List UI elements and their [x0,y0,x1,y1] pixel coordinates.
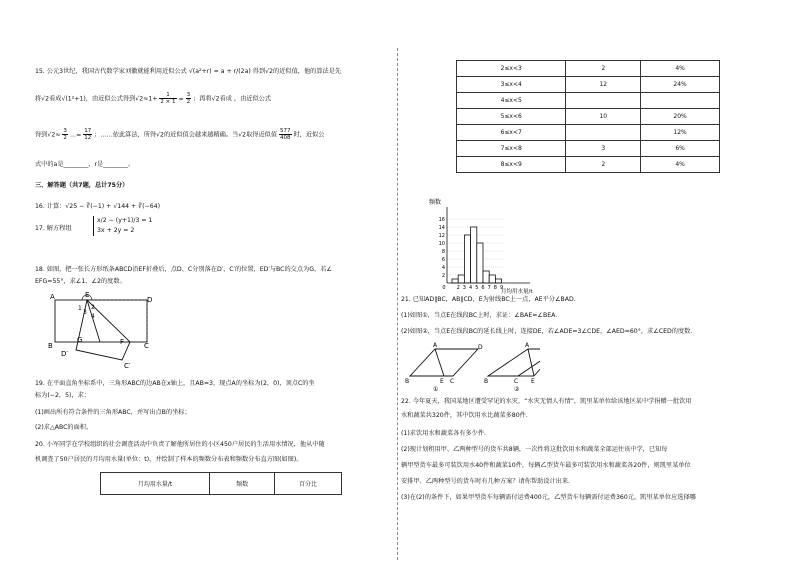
fig1-label-a: A [433,342,438,349]
fig1-label-e: E [440,378,444,385]
cell-percentage: 4% [641,157,720,173]
figure2-de [534,349,540,376]
cell-percentage: 24% [641,77,720,93]
fig1-label-b: B [405,378,410,385]
cell-range: 6≤x<7 [457,125,566,141]
cell-percentage: 12% [641,125,720,141]
cell-frequency [566,125,641,141]
q21-sub2: (2)如图②，当点E在线段BC的延长线上时，连接DE，若∠ADE=3∠CDE，∠AED=60°，求∠CED的度数. [401,328,693,335]
label-d: D [147,296,153,304]
q20-line1: 20. 小军同学在学校组织的社会调查活动中负责了解他所居住的小区450户居民的生活用水情况，他从中随 [35,441,325,448]
histogram-bar [471,227,477,283]
cell-frequency: 12 [566,77,641,93]
y-tick-label: 4 [441,265,445,271]
table-row [457,125,720,141]
q19-line2: 标为(−2，5)，求： [35,392,91,399]
table-row [457,61,720,77]
q15-text: 得到√2的近似值，他的算法是先 [252,68,342,75]
label-d-prime: D′ [61,350,68,358]
cell-range: 5≤x<6 [457,109,566,125]
fig2-label-e: E [531,378,535,385]
q22-sub2b: 辆甲型货车最多可装饮用水40件和蔬菜10件，每辆乙型货车最多可装饮用水和蔬菜各20件，则凯里某单位 [401,462,691,469]
y-tick-label: 12 [438,233,445,239]
table-row [457,93,720,109]
histogram [415,195,545,297]
label-c-prime: C′ [124,362,131,370]
q15-text: ，由近似公式 [233,95,272,103]
y-tick-label: 8 [441,249,445,255]
cell-frequency: 2 [566,61,641,77]
y-tick-label: 10 [438,241,445,247]
table-row [457,141,720,157]
q22-sub2a: (2)现计划租用甲、乙两种型号的货车共8辆，一次性将这批饮用水和蔬菜全部运往该中学，已知每 [401,446,668,453]
x-axis-label: 月均用水量/t [501,289,533,295]
x-tick-label: 6 [481,285,485,291]
q15-line1 [35,68,341,76]
frequency-table [456,60,720,173]
q21-sub1: (1)如图①，当点E在线段BC上时，求证：∠BAE=∠BEA. [401,312,558,319]
q15-text: 将√2看成√(1²+1)，由近似公式得到√2≈1+ [35,95,158,103]
q15-line4: 式中的a是________，r是________。 [35,161,135,168]
label-a: A [50,293,55,301]
x-tick-label: 8 [493,285,497,291]
x-tick-label: 9 [500,285,504,291]
angle-4-label: 4 [91,313,95,320]
fig1-label-c: C [450,378,455,385]
histogram-bar [477,243,483,283]
fig2-label-a: A [525,342,530,349]
q15-text: 得到√2≈ [35,131,61,139]
y-tick-label: 2 [441,273,445,279]
x-tick-label: 5 [475,285,479,291]
y-tick-label: 16 [438,217,445,223]
histogram-bar [458,275,464,283]
y-axis-label: 频数 [429,199,442,206]
header-percentage: 百分比 [275,473,342,495]
q22-sub1: (1)求饮用水和蔬菜各有多少件. [401,430,486,437]
cell-range: 3≤x<4 [457,77,566,93]
q15-text: 15. 公元3世纪，我国古代数学家刘徽就能利用近似公式 [35,68,187,75]
q15-line3: 得到√2≈ $\frac{3}{2}$ …= $\frac{17}{12}$ ；……依此算法，所得√2的近似值会越来越精确。当√2取得近似值 $\frac{577}{408}$ 时，近似公 [35,128,325,141]
q18-line1: 18. 如图，把一张长方形纸条ABCD沿EF折叠后，点D、C分别落在D′、C′的位置，ED′与BC的交点为G，若∠ [35,266,332,273]
figure2-ae [528,349,534,376]
cell-range: 2≤x<3 [457,61,566,77]
header-water-usage: 月均用水量/t [101,473,210,495]
fig1-caption: ① [433,386,439,392]
angle-3-label: 3 [83,309,87,316]
cell-frequency: 10 [566,109,641,125]
q19-sub2: (2)求△ABC的面积。 [35,424,93,431]
q21-line1: 21. 已知AD∥BC，AB∥CD，E为射线BC上一点，AE平分∠BAD. [401,296,576,303]
figure1-ae [435,349,444,376]
label-g: G [77,336,83,344]
histogram-bar [483,271,489,283]
cell-percentage [641,93,720,109]
q22-line2: 水和蔬菜共320件，其中饮用水比蔬菜多80件. [401,412,528,419]
angle-2-label: 2 [91,304,95,311]
figure1-parallelogram [410,349,478,376]
q20-line2: 机调查了50户居民的月均用水量(单位：t)，并绘制了样本的频数分布表和频数分布直方图(如图)。 [35,456,303,463]
fig1-label-d: D [478,344,483,351]
q17-system [93,216,153,236]
fig2-caption: ② [514,386,520,392]
q18-figure [40,288,170,370]
q15-fraction: $\frac{3}{2}$ [63,128,67,141]
q15-line2: 将√2看成√(1²+1)，由近似公式得到√2≈1+ $\frac{1}{2 \times 1}$ = $\frac{3}{2}$ ；再将√2看成 ，由近似公式 [35,92,272,105]
q18-line2: EFG=55°，求∠1、∠2的度数。 [35,278,126,285]
cell-range: 7≤x<8 [457,141,566,157]
q15-text: ；……依此算法，所得√2的近似值会越来越精确。当√2取得近似值 [94,131,278,139]
q20-table-header [100,472,342,495]
x-tick-label: 0 [442,285,446,291]
label-c: C [144,342,149,350]
fig2-label-c: C [514,378,519,385]
q19-sub1: (1)画出所有符合条件的三角形ABC，并写出点B的坐标； [35,409,191,416]
q17-eq2: 3x + 2y = 2 [97,227,135,234]
rect-left-part [55,300,147,342]
section-heading: 三、解答题（共7题，总计75分） [35,182,129,189]
q15-fraction: $\frac{17}{12}$ [84,128,92,141]
x-tick-label: 3 [462,285,466,291]
histogram-bar [452,279,458,283]
q15-formula: √(a²+r) ≈ a + r/(2a) [188,68,251,75]
angle-1-label: 1 [78,305,82,312]
x-tick-label: 7 [487,285,491,291]
q15-text: ；再将√2看成 [193,95,232,103]
x-tick-label: 2 [456,285,460,291]
q16: 16. 计算：√25 − ∛(−1) + √144 + ∛(−64) [35,203,161,210]
table-row [457,77,720,93]
header-frequency: 频数 [210,473,275,495]
cell-range: 8≤x<9 [457,157,566,173]
q17-eq1: x/2 − (y+1)/3 = 1 [97,217,153,224]
q22-sub2c: 安排甲、乙两种型号的货车时有几种方案？请你帮助设计出来. [401,478,571,485]
cell-range: 4≤x<5 [457,93,566,109]
figure2-parallelogram [488,349,540,376]
cell-frequency: 3 [566,141,641,157]
label-b: B [48,342,53,350]
q15-fraction: $\frac{1}{2 \times 1}$ [160,92,176,105]
q21-figures [400,340,540,392]
y-tick-label: 6 [441,257,445,263]
column-divider [397,48,398,560]
cell-frequency: 2 [566,157,641,173]
y-tick-label: 14 [438,225,445,231]
label-e: E [85,291,90,299]
histogram-bar [464,235,470,283]
q15-text: 时，近似公 [293,131,325,139]
q19-line1: 19. 在平面直角坐标系中，三角形ABC的边AB在x轴上，且AB=3，现点A的坐标为(2，0)，顶点C的坐 [35,380,315,387]
cell-frequency [566,93,641,109]
cell-percentage: 4% [641,61,720,77]
q15-fraction: $\frac{577}{408}$ [280,128,291,141]
x-tick-label: 4 [469,285,473,291]
cell-percentage: 6% [641,141,720,157]
histogram-bar [489,275,495,283]
q22-line1: 22. 今年夏天，我国某地区遭受罕见的水灾，“水灾无情人有情”，凯里某单位给该地区某中学捐赠一批饮用 [401,398,692,405]
q15-fraction: $\frac{3}{2}$ [186,92,191,105]
q22-sub3: (3)在(2)的条件下，如果甲型货车每辆需付运费400元，乙型货车每辆需付运费360元，凯里某单位应选择哪 [401,494,696,501]
table-row [457,157,720,173]
label-f: F [120,338,125,346]
fig2-label-b: B [484,378,489,385]
q17-label: 17. 解方程组 [35,225,72,232]
cell-percentage: 20% [641,109,720,125]
table-row [457,109,720,125]
histogram-bar [495,279,501,283]
